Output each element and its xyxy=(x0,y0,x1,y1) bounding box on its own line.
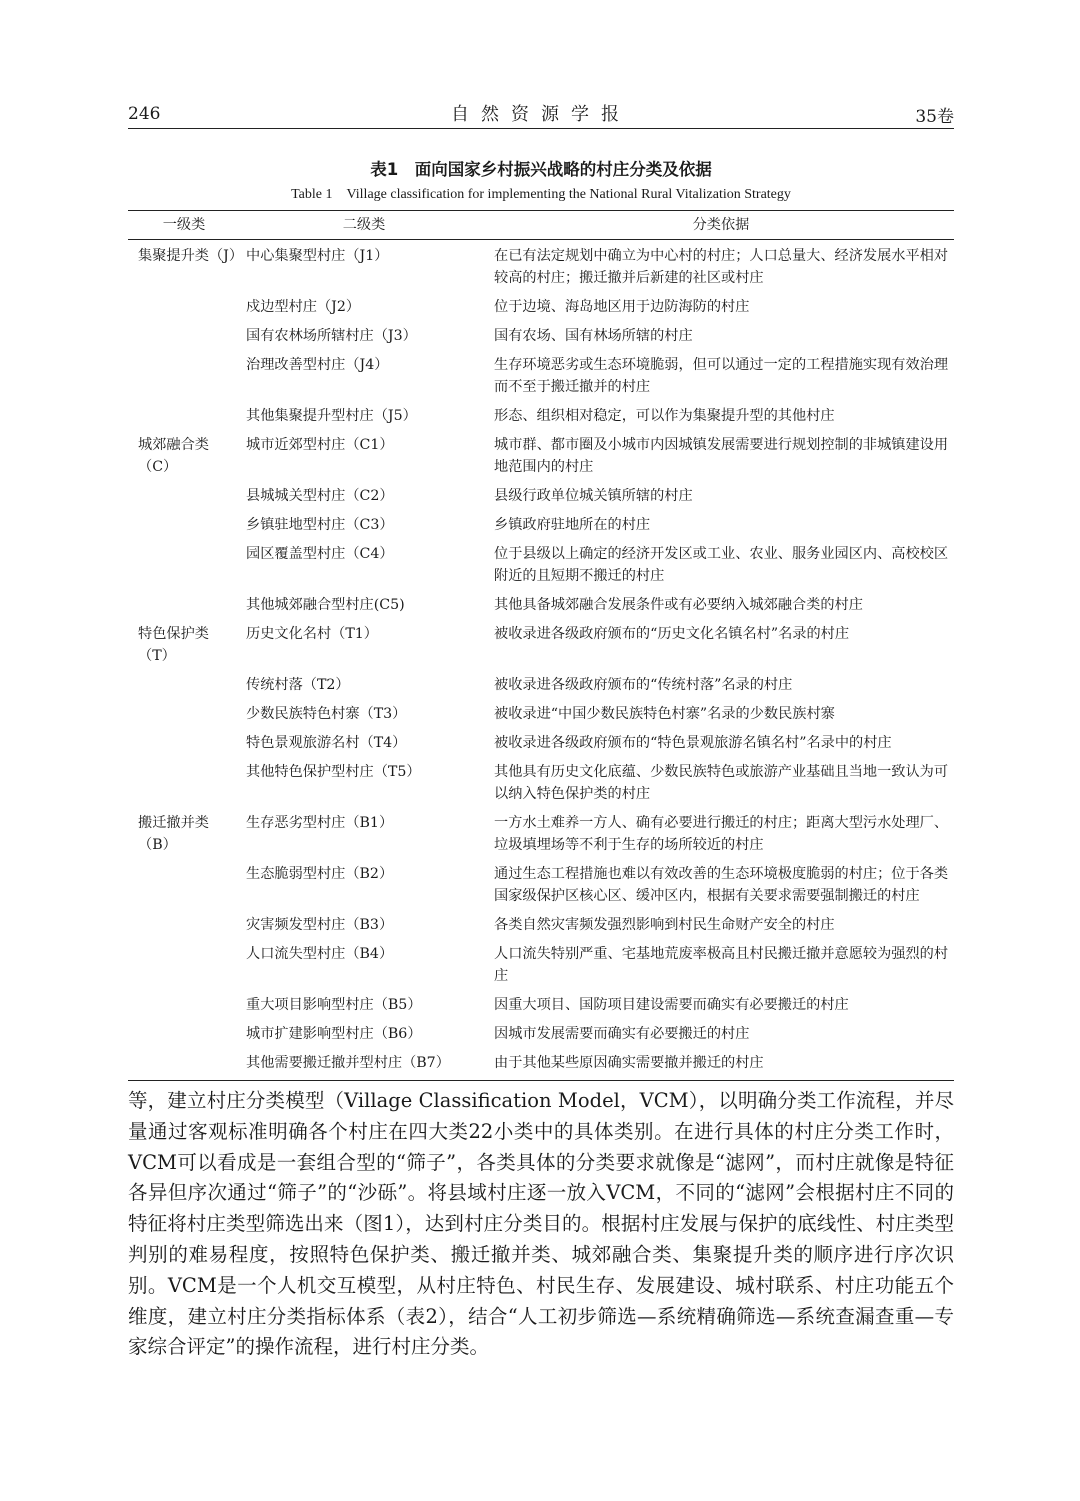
table-row xyxy=(128,732,954,761)
level1-cell: 城郊融合类（C） xyxy=(138,437,209,475)
level1-cell: 特色保护类（T） xyxy=(138,626,209,664)
column-header-level2: 二级类 xyxy=(240,211,488,240)
basis-cell: 被收录进“中国少数民族特色村寨”名录的少数民族村寨 xyxy=(494,706,835,722)
basis-cell: 生存环境恶劣或生态环境脆弱，但可以通过一定的工程措施实现有效治理而不至于搬迁撤并的村庄 xyxy=(494,357,949,395)
level1-cell: 集聚提升类（J） xyxy=(138,248,244,264)
level2-cell: 其他集聚提升型村庄（J5） xyxy=(246,408,417,424)
basis-cell: 形态、组织相对稳定，可以作为集聚提升型的其他村庄 xyxy=(494,408,835,424)
basis-cell: 由于其他某些原因确实需要撤并搬迁的村庄 xyxy=(488,1052,954,1081)
level2-cell: 中心集聚型村庄（J1） xyxy=(246,248,389,264)
level2-cell: 传统村落（T2） xyxy=(246,677,350,693)
level1-cell xyxy=(128,703,240,732)
level1-cell xyxy=(128,543,240,594)
level1-cell xyxy=(128,1052,240,1081)
level2-cell: 历史文化名村（T1） xyxy=(246,626,378,642)
table-row xyxy=(128,354,954,405)
basis-cell: 因重大项目、国防项目建设需要而确实有必要搬迁的村庄 xyxy=(494,997,849,1013)
level2-cell: 戍边型村庄（J2） xyxy=(246,299,361,315)
table-body xyxy=(128,240,954,1081)
level2-cell: 其他特色保护型村庄（T5） xyxy=(246,764,421,780)
level1-cell xyxy=(128,914,240,943)
level2-cell: 特色景观旅游名村（T4） xyxy=(246,735,407,751)
level1-cell xyxy=(128,594,240,623)
level1-cell xyxy=(128,296,240,325)
basis-cell: 人口流失特别严重、宅基地荒废率极高且村民搬迁撤并意愿较为强烈的村庄 xyxy=(494,946,949,984)
table-row xyxy=(128,943,954,994)
page-number: 246 xyxy=(128,104,161,124)
basis-cell: 位于边境、海岛地区用于边防海防的村庄 xyxy=(494,299,750,315)
journal-title: 自然资源学报 xyxy=(451,104,631,125)
level2-cell: 生存恶劣型村庄（B1） xyxy=(246,815,394,831)
table-row xyxy=(128,434,954,485)
level2-cell: 县城城关型村庄（C2） xyxy=(246,488,394,504)
basis-cell: 在已有法定规划中确立为中心村的村庄；人口总量大、经济发展水平相对较高的村庄；搬迁撤并后新建的社区或村庄 xyxy=(494,248,949,286)
level2-cell: 城市近郊型村庄（C1） xyxy=(246,437,394,453)
body-paragraph: 等，建立村庄分类模型（Village Classification Model，VCM），以明确分类工作流程，并尽量通过客观标准明确各个村庄在四大类22小类中的具体类别。在进行具体的村庄分类工作时，VCM可以看成是一套组合型的“筛子”，各类具体的分类要求就像是“滤网”，而村庄就像是特征各异但序次通过“筛子”的“沙砾”。将县域村庄逐一放入VCM，不同的“滤网”会根据村庄不同的特征将村庄类型筛选出来（图1），达到村庄分类目的。根据村庄发展与保护的底线性、村庄类型判别的难易程度，按照特色保护类、搬迁撤并类、城郊融合类、集聚提升类的顺序进行序次识别。VCM是一个人机交互模型，从村庄特色、村民生存、发展建设、城村联系、村庄功能五个维度，建立村庄分类指标体系（表2），结合“人工初步筛选—系统精确筛选—系统查漏查重—专家综合评定”的操作流程，进行村庄分类。 xyxy=(128,1089,954,1359)
level2-cell: 灾害频发型村庄（B3） xyxy=(246,917,394,933)
level1-cell: 搬迁撤并类（B） xyxy=(138,815,209,853)
village-classification-table xyxy=(128,210,954,1081)
level2-cell: 少数民族特色村寨（T3） xyxy=(246,706,407,722)
table-row xyxy=(128,812,954,863)
level2-cell: 治理改善型村庄（J4） xyxy=(246,357,389,373)
basis-cell: 位于县级以上确定的经济开发区或工业、农业、服务业园区内、高校校区附近的且短期不搬迁的村庄 xyxy=(494,546,949,584)
table-row xyxy=(128,514,954,543)
level1-cell xyxy=(128,863,240,914)
level2-cell: 城市扩建影响型村庄（B6） xyxy=(246,1026,422,1042)
level1-cell xyxy=(128,405,240,434)
table-row xyxy=(128,1023,954,1052)
level1-cell xyxy=(128,732,240,761)
table-row xyxy=(128,240,954,297)
page-header xyxy=(128,98,954,129)
column-header-level1: 一级类 xyxy=(128,211,240,240)
level2-cell: 重大项目影响型村庄（B5） xyxy=(246,997,422,1013)
level1-cell xyxy=(128,514,240,543)
table-row xyxy=(128,296,954,325)
table-row xyxy=(128,543,954,594)
level2-cell: 国有农林场所辖村庄（J3） xyxy=(246,328,417,344)
level1-cell xyxy=(128,325,240,354)
table-row xyxy=(128,863,954,914)
basis-cell: 各类自然灾害频发强烈影响到村民生命财产安全的村庄 xyxy=(494,917,835,933)
basis-cell: 因城市发展需要而确实有必要搬迁的村庄 xyxy=(494,1026,750,1042)
basis-cell: 被收录进各级政府颁布的“传统村落”名录的村庄 xyxy=(494,677,793,693)
table-caption-zh: 表1 面向国家乡村振兴战略的村庄分类及依据 xyxy=(370,160,712,179)
table-header-row xyxy=(128,211,954,240)
basis-cell: 被收录进各级政府颁布的“历史文化名镇名村”名录的村庄 xyxy=(494,626,850,642)
table-row xyxy=(128,914,954,943)
basis-cell: 通过生态工程措施也难以有效改善的生态环境极度脆弱的村庄；位于各类国家级保护区核心区、缓冲区内，根据有关要求需要强制搬迁的村庄 xyxy=(494,866,949,904)
level2-cell: 园区覆盖型村庄（C4） xyxy=(246,546,394,562)
table-row xyxy=(128,594,954,623)
basis-cell: 县级行政单位城关镇所辖的村庄 xyxy=(494,488,693,504)
table-row xyxy=(128,1052,954,1081)
volume-label: 35卷 xyxy=(915,107,954,127)
basis-cell: 一方水土难养一方人、确有必要进行搬迁的村庄；距离大型污水处理厂、垃圾填埋场等不利于生存的场所较近的村庄 xyxy=(494,815,949,853)
basis-cell: 其他具备城郊融合发展条件或有必要纳入城郊融合类的村庄 xyxy=(494,597,863,613)
level1-cell xyxy=(128,485,240,514)
table-row xyxy=(128,325,954,354)
level2-cell: 乡镇驻地型村庄（C3） xyxy=(246,517,394,533)
table-row xyxy=(128,994,954,1023)
column-header-basis: 分类依据 xyxy=(488,211,954,240)
table-caption-en: Table 1 Village classification for implementing the National Rural Vitalization Strategy xyxy=(291,187,791,202)
level1-cell xyxy=(128,354,240,405)
basis-cell: 其他具有历史文化底蕴、少数民族特色或旅游产业基础且当地一致认为可以纳入特色保护类的村庄 xyxy=(494,764,949,802)
level1-cell xyxy=(128,761,240,812)
level2-cell: 生态脆弱型村庄（B2） xyxy=(246,866,394,882)
basis-cell: 国有农场、国有林场所辖的村庄 xyxy=(494,328,693,344)
basis-cell: 被收录进各级政府颁布的“特色景观旅游名镇名村”名录中的村庄 xyxy=(494,735,892,751)
table-row xyxy=(128,674,954,703)
level2-cell: 其他需要搬迁撤并型村庄（B7） xyxy=(240,1052,488,1081)
basis-cell: 城市群、都市圈及小城市内因城镇发展需要进行规划控制的非城镇建设用地范围内的村庄 xyxy=(494,437,949,475)
level1-cell xyxy=(128,943,240,994)
level2-cell: 其他城郊融合型村庄(C5) xyxy=(246,597,405,613)
table-row xyxy=(128,761,954,812)
level1-cell xyxy=(128,1023,240,1052)
table-row xyxy=(128,703,954,732)
table-row xyxy=(128,485,954,514)
level1-cell xyxy=(128,994,240,1023)
basis-cell: 乡镇政府驻地所在的村庄 xyxy=(494,517,651,533)
table-row xyxy=(128,623,954,674)
table-row xyxy=(128,405,954,434)
level1-cell xyxy=(128,674,240,703)
level2-cell: 人口流失型村庄（B4） xyxy=(246,946,394,962)
